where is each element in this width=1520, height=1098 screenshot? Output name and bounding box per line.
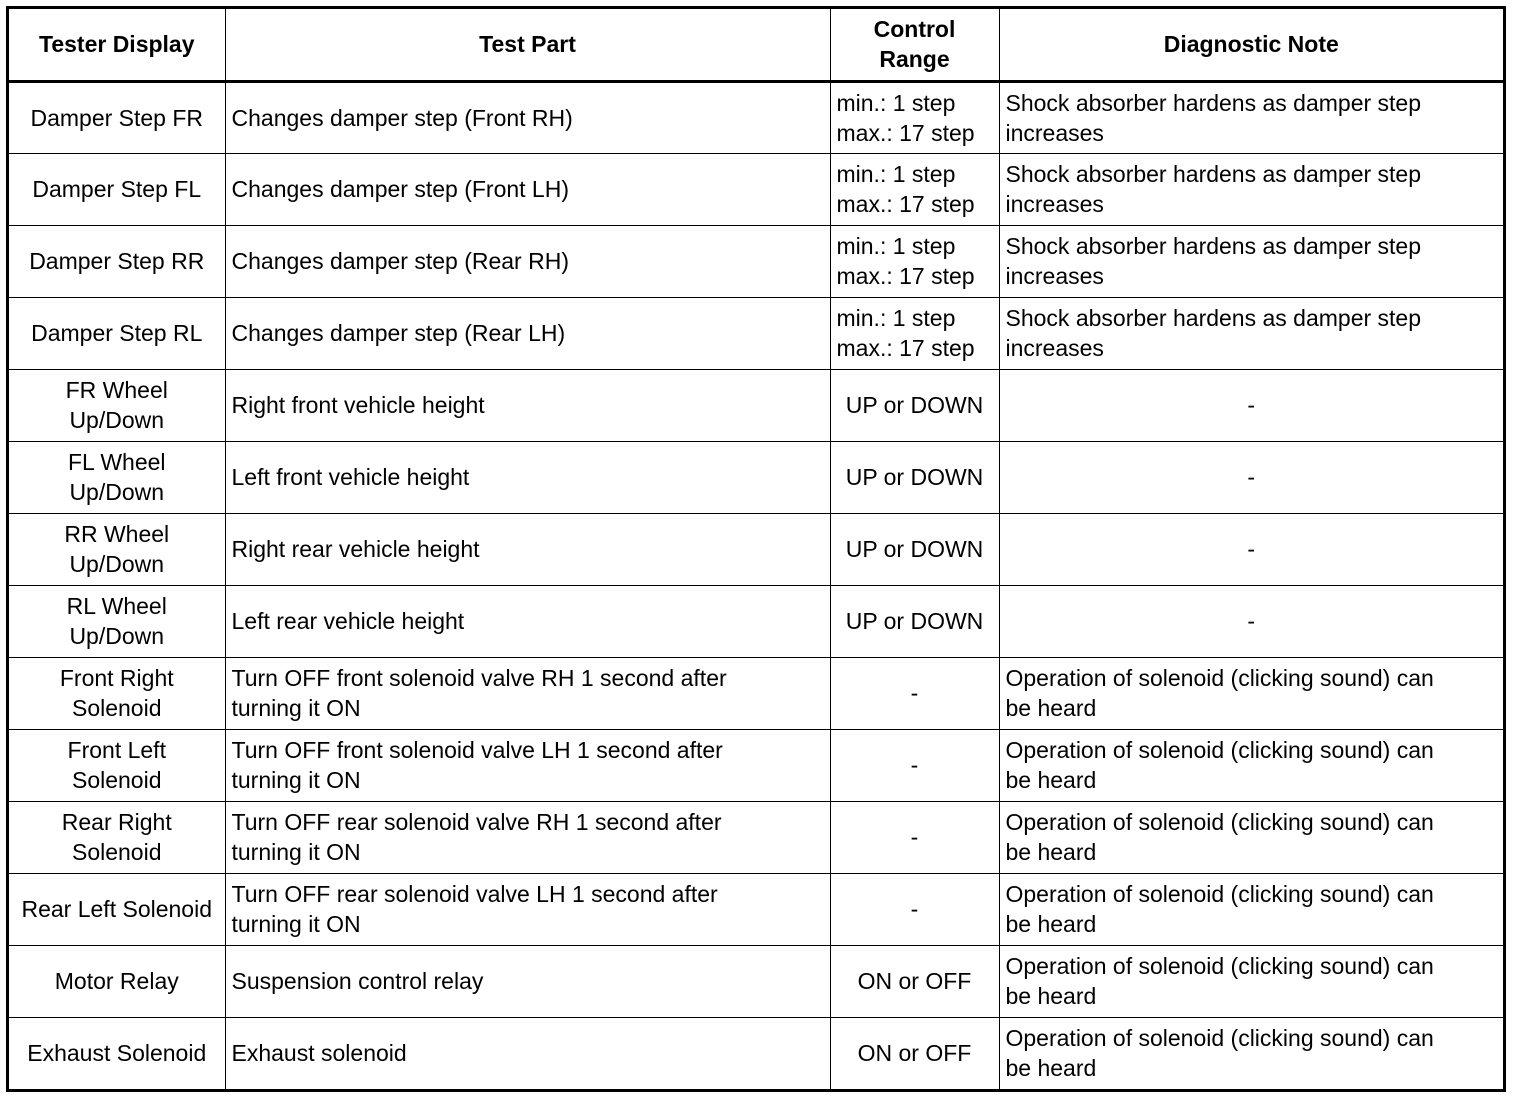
cell-test-part-line: Left front vehicle height bbox=[231, 464, 470, 490]
cell-tester-display bbox=[9, 81, 225, 153]
cell-tester-display-line: Solenoid bbox=[71, 695, 162, 721]
cell-diagnostic-note bbox=[999, 873, 1503, 945]
cell-diagnostic-note-line: be heard bbox=[1005, 911, 1097, 937]
cell-control-range-line: max.: 17 step bbox=[836, 335, 975, 361]
cell-diagnostic-note-line: - bbox=[1247, 608, 1256, 634]
cell-control-range-line: UP or DOWN bbox=[845, 536, 984, 562]
cell-diagnostic-note bbox=[999, 153, 1503, 225]
cell-tester-display-line: FL Wheel bbox=[67, 449, 166, 475]
cell-test-part bbox=[225, 729, 830, 801]
cell-diagnostic-note-line: - bbox=[1247, 536, 1256, 562]
cell-tester-display bbox=[9, 873, 225, 945]
table-row bbox=[9, 225, 1503, 297]
cell-tester-display bbox=[9, 657, 225, 729]
cell-test-part bbox=[225, 153, 830, 225]
cell-tester-display-line: Solenoid bbox=[71, 767, 162, 793]
cell-control-range bbox=[830, 801, 999, 873]
cell-tester-display-line: Front Right bbox=[59, 665, 174, 691]
cell-test-part-line: Right rear vehicle height bbox=[231, 536, 480, 562]
cell-diagnostic-note-line: increases bbox=[1005, 191, 1104, 217]
cell-test-part-line: Right front vehicle height bbox=[231, 392, 485, 418]
cell-diagnostic-note-line: be heard bbox=[1005, 1055, 1097, 1082]
header-test-part: Test Part bbox=[225, 9, 830, 81]
table-body bbox=[9, 81, 1503, 1089]
cell-diagnostic-note-line: Shock absorber hardens as damper step bbox=[1005, 233, 1422, 259]
cell-tester-display-line: Damper Step RR bbox=[29, 248, 205, 274]
cell-control-range-line: UP or DOWN bbox=[845, 392, 984, 418]
header-control-range-line: Range bbox=[879, 46, 950, 73]
cell-control-range-line: ON or OFF bbox=[857, 1040, 972, 1067]
cell-control-range bbox=[830, 297, 999, 369]
table-row bbox=[9, 297, 1503, 369]
cell-diagnostic-note-line: Shock absorber hardens as damper step bbox=[1005, 305, 1422, 331]
cell-control-range-line: min.: 1 step bbox=[836, 89, 956, 116]
cell-tester-display-line: Damper Step FR bbox=[30, 104, 204, 131]
table-row bbox=[9, 801, 1503, 873]
cell-diagnostic-note-line: - bbox=[1247, 464, 1256, 490]
cell-control-range bbox=[830, 657, 999, 729]
cell-test-part bbox=[225, 1017, 830, 1089]
cell-test-part-line: turning it ON bbox=[231, 767, 361, 793]
cell-control-range-line: - bbox=[910, 824, 919, 850]
cell-test-part-line: Changes damper step (Front LH) bbox=[231, 176, 569, 202]
cell-control-range bbox=[830, 369, 999, 441]
cell-tester-display-line: Front Left bbox=[67, 737, 166, 763]
cell-test-part-line: Turn OFF front solenoid valve RH 1 second after bbox=[231, 665, 727, 691]
cell-diagnostic-note-line: increases bbox=[1005, 263, 1104, 289]
header-row bbox=[9, 9, 1503, 81]
table-row bbox=[9, 369, 1503, 441]
cell-tester-display bbox=[9, 1017, 225, 1089]
cell-diagnostic-note-line: - bbox=[1247, 392, 1256, 418]
cell-test-part bbox=[225, 225, 830, 297]
cell-diagnostic-note bbox=[999, 441, 1503, 513]
cell-test-part-line: Changes damper step (Rear RH) bbox=[231, 248, 569, 274]
table-row bbox=[9, 873, 1503, 945]
cell-test-part-line: Left rear vehicle height bbox=[231, 608, 465, 634]
cell-control-range-line: UP or DOWN bbox=[845, 608, 984, 634]
cell-tester-display bbox=[9, 945, 225, 1017]
table-row bbox=[9, 585, 1503, 657]
header-tester-display: Tester Display bbox=[9, 9, 225, 81]
cell-test-part-line: turning it ON bbox=[231, 911, 361, 937]
cell-test-part bbox=[225, 657, 830, 729]
cell-tester-display-line: Rear Right bbox=[61, 809, 172, 835]
cell-tester-display bbox=[9, 585, 225, 657]
cell-diagnostic-note-line: increases bbox=[1005, 335, 1104, 361]
cell-test-part-line: Changes damper step (Rear LH) bbox=[231, 320, 566, 346]
cell-test-part-line: Turn OFF rear solenoid valve LH 1 second after bbox=[231, 881, 718, 907]
cell-tester-display-line: Up/Down bbox=[69, 551, 165, 577]
cell-control-range bbox=[830, 729, 999, 801]
cell-diagnostic-note-line: Operation of solenoid (clicking sound) can bbox=[1005, 881, 1434, 907]
cell-diagnostic-note-line: Operation of solenoid (clicking sound) can bbox=[1005, 737, 1434, 763]
cell-test-part bbox=[225, 513, 830, 585]
cell-tester-display bbox=[9, 513, 225, 585]
cell-control-range-line: - bbox=[910, 896, 919, 922]
cell-control-range bbox=[830, 1017, 999, 1089]
cell-tester-display-line: Solenoid bbox=[71, 839, 162, 865]
header-control-range-line: Control bbox=[873, 16, 956, 43]
cell-tester-display-line: Motor Relay bbox=[54, 968, 179, 994]
cell-control-range bbox=[830, 225, 999, 297]
cell-diagnostic-note-line: increases bbox=[1005, 119, 1104, 146]
cell-test-part-line: Changes damper step (Front RH) bbox=[231, 104, 573, 131]
cell-test-part bbox=[225, 369, 830, 441]
cell-test-part bbox=[225, 297, 830, 369]
cell-control-range-line: - bbox=[910, 752, 919, 778]
cell-control-range bbox=[830, 873, 999, 945]
cell-tester-display-line: RL Wheel bbox=[66, 593, 167, 619]
cell-control-range bbox=[830, 441, 999, 513]
cell-test-part bbox=[225, 873, 830, 945]
cell-control-range bbox=[830, 81, 999, 153]
cell-diagnostic-note bbox=[999, 513, 1503, 585]
cell-diagnostic-note-line: Operation of solenoid (clicking sound) can bbox=[1005, 953, 1434, 979]
cell-control-range-line: ON or OFF bbox=[857, 968, 972, 994]
cell-test-part bbox=[225, 441, 830, 513]
table-row bbox=[9, 729, 1503, 801]
cell-tester-display bbox=[9, 729, 225, 801]
cell-diagnostic-note bbox=[999, 1017, 1503, 1089]
cell-diagnostic-note-line: Operation of solenoid (clicking sound) can bbox=[1005, 809, 1434, 835]
cell-tester-display bbox=[9, 225, 225, 297]
cell-diagnostic-note-line: Shock absorber hardens as damper step bbox=[1005, 161, 1422, 187]
cell-tester-display-line: Up/Down bbox=[69, 623, 165, 649]
cell-diagnostic-note bbox=[999, 585, 1503, 657]
cell-tester-display-line: Exhaust Solenoid bbox=[27, 1040, 207, 1067]
cell-diagnostic-note bbox=[999, 297, 1503, 369]
cell-diagnostic-note-line: be heard bbox=[1005, 839, 1097, 865]
cell-tester-display bbox=[9, 801, 225, 873]
cell-tester-display-line: Damper Step RL bbox=[31, 320, 203, 346]
cell-control-range-line: UP or DOWN bbox=[845, 464, 984, 490]
cell-tester-display-line: Damper Step FL bbox=[32, 176, 202, 202]
cell-diagnostic-note-line: Operation of solenoid (clicking sound) can bbox=[1005, 665, 1434, 691]
cell-diagnostic-note-line: Shock absorber hardens as damper step bbox=[1005, 89, 1422, 116]
actuation-test-table-frame bbox=[6, 6, 1506, 1092]
cell-diagnostic-note bbox=[999, 369, 1503, 441]
cell-test-part bbox=[225, 585, 830, 657]
cell-test-part-line: turning it ON bbox=[231, 839, 361, 865]
cell-test-part-line: turning it ON bbox=[231, 695, 361, 721]
table-row bbox=[9, 513, 1503, 585]
cell-diagnostic-note bbox=[999, 945, 1503, 1017]
cell-test-part bbox=[225, 81, 830, 153]
cell-test-part bbox=[225, 945, 830, 1017]
cell-tester-display-line: Rear Left Solenoid bbox=[21, 896, 212, 922]
cell-diagnostic-note bbox=[999, 801, 1503, 873]
cell-diagnostic-note bbox=[999, 225, 1503, 297]
table-row bbox=[9, 1017, 1503, 1089]
cell-tester-display bbox=[9, 297, 225, 369]
actuation-test-table bbox=[9, 9, 1503, 1089]
table-row bbox=[9, 657, 1503, 729]
cell-control-range-line: min.: 1 step bbox=[836, 161, 956, 187]
cell-diagnostic-note-line: Operation of solenoid (clicking sound) can bbox=[1005, 1025, 1434, 1052]
cell-control-range bbox=[830, 585, 999, 657]
cell-control-range-line: min.: 1 step bbox=[836, 233, 956, 259]
cell-test-part bbox=[225, 801, 830, 873]
cell-control-range bbox=[830, 153, 999, 225]
cell-tester-display bbox=[9, 441, 225, 513]
cell-test-part-line: Turn OFF front solenoid valve LH 1 second after bbox=[231, 737, 723, 763]
cell-control-range bbox=[830, 513, 999, 585]
cell-tester-display-line: RR Wheel bbox=[64, 521, 170, 547]
table-row bbox=[9, 153, 1503, 225]
table-header bbox=[9, 9, 1503, 81]
cell-control-range-line: min.: 1 step bbox=[836, 305, 956, 331]
header-diagnostic-note: Diagnostic Note bbox=[999, 9, 1503, 81]
cell-diagnostic-note-line: be heard bbox=[1005, 983, 1097, 1009]
cell-tester-display-line: Up/Down bbox=[69, 479, 165, 505]
table-row bbox=[9, 945, 1503, 1017]
cell-diagnostic-note bbox=[999, 81, 1503, 153]
cell-control-range bbox=[830, 945, 999, 1017]
cell-tester-display bbox=[9, 153, 225, 225]
cell-diagnostic-note-line: be heard bbox=[1005, 695, 1097, 721]
cell-test-part-line: Turn OFF rear solenoid valve RH 1 second after bbox=[231, 809, 722, 835]
header-control-range bbox=[830, 9, 999, 81]
cell-diagnostic-note bbox=[999, 729, 1503, 801]
cell-control-range-line: - bbox=[910, 680, 919, 706]
cell-control-range-line: max.: 17 step bbox=[836, 191, 975, 217]
cell-control-range-line: max.: 17 step bbox=[836, 119, 975, 146]
cell-tester-display bbox=[9, 369, 225, 441]
cell-control-range-line: max.: 17 step bbox=[836, 263, 975, 289]
cell-tester-display-line: Up/Down bbox=[69, 407, 165, 433]
table-row bbox=[9, 81, 1503, 153]
cell-tester-display-line: FR Wheel bbox=[65, 377, 168, 403]
table-row bbox=[9, 441, 1503, 513]
cell-diagnostic-note bbox=[999, 657, 1503, 729]
cell-diagnostic-note-line: be heard bbox=[1005, 767, 1097, 793]
cell-test-part-line: Suspension control relay bbox=[231, 968, 484, 994]
cell-test-part-line: Exhaust solenoid bbox=[231, 1040, 407, 1067]
